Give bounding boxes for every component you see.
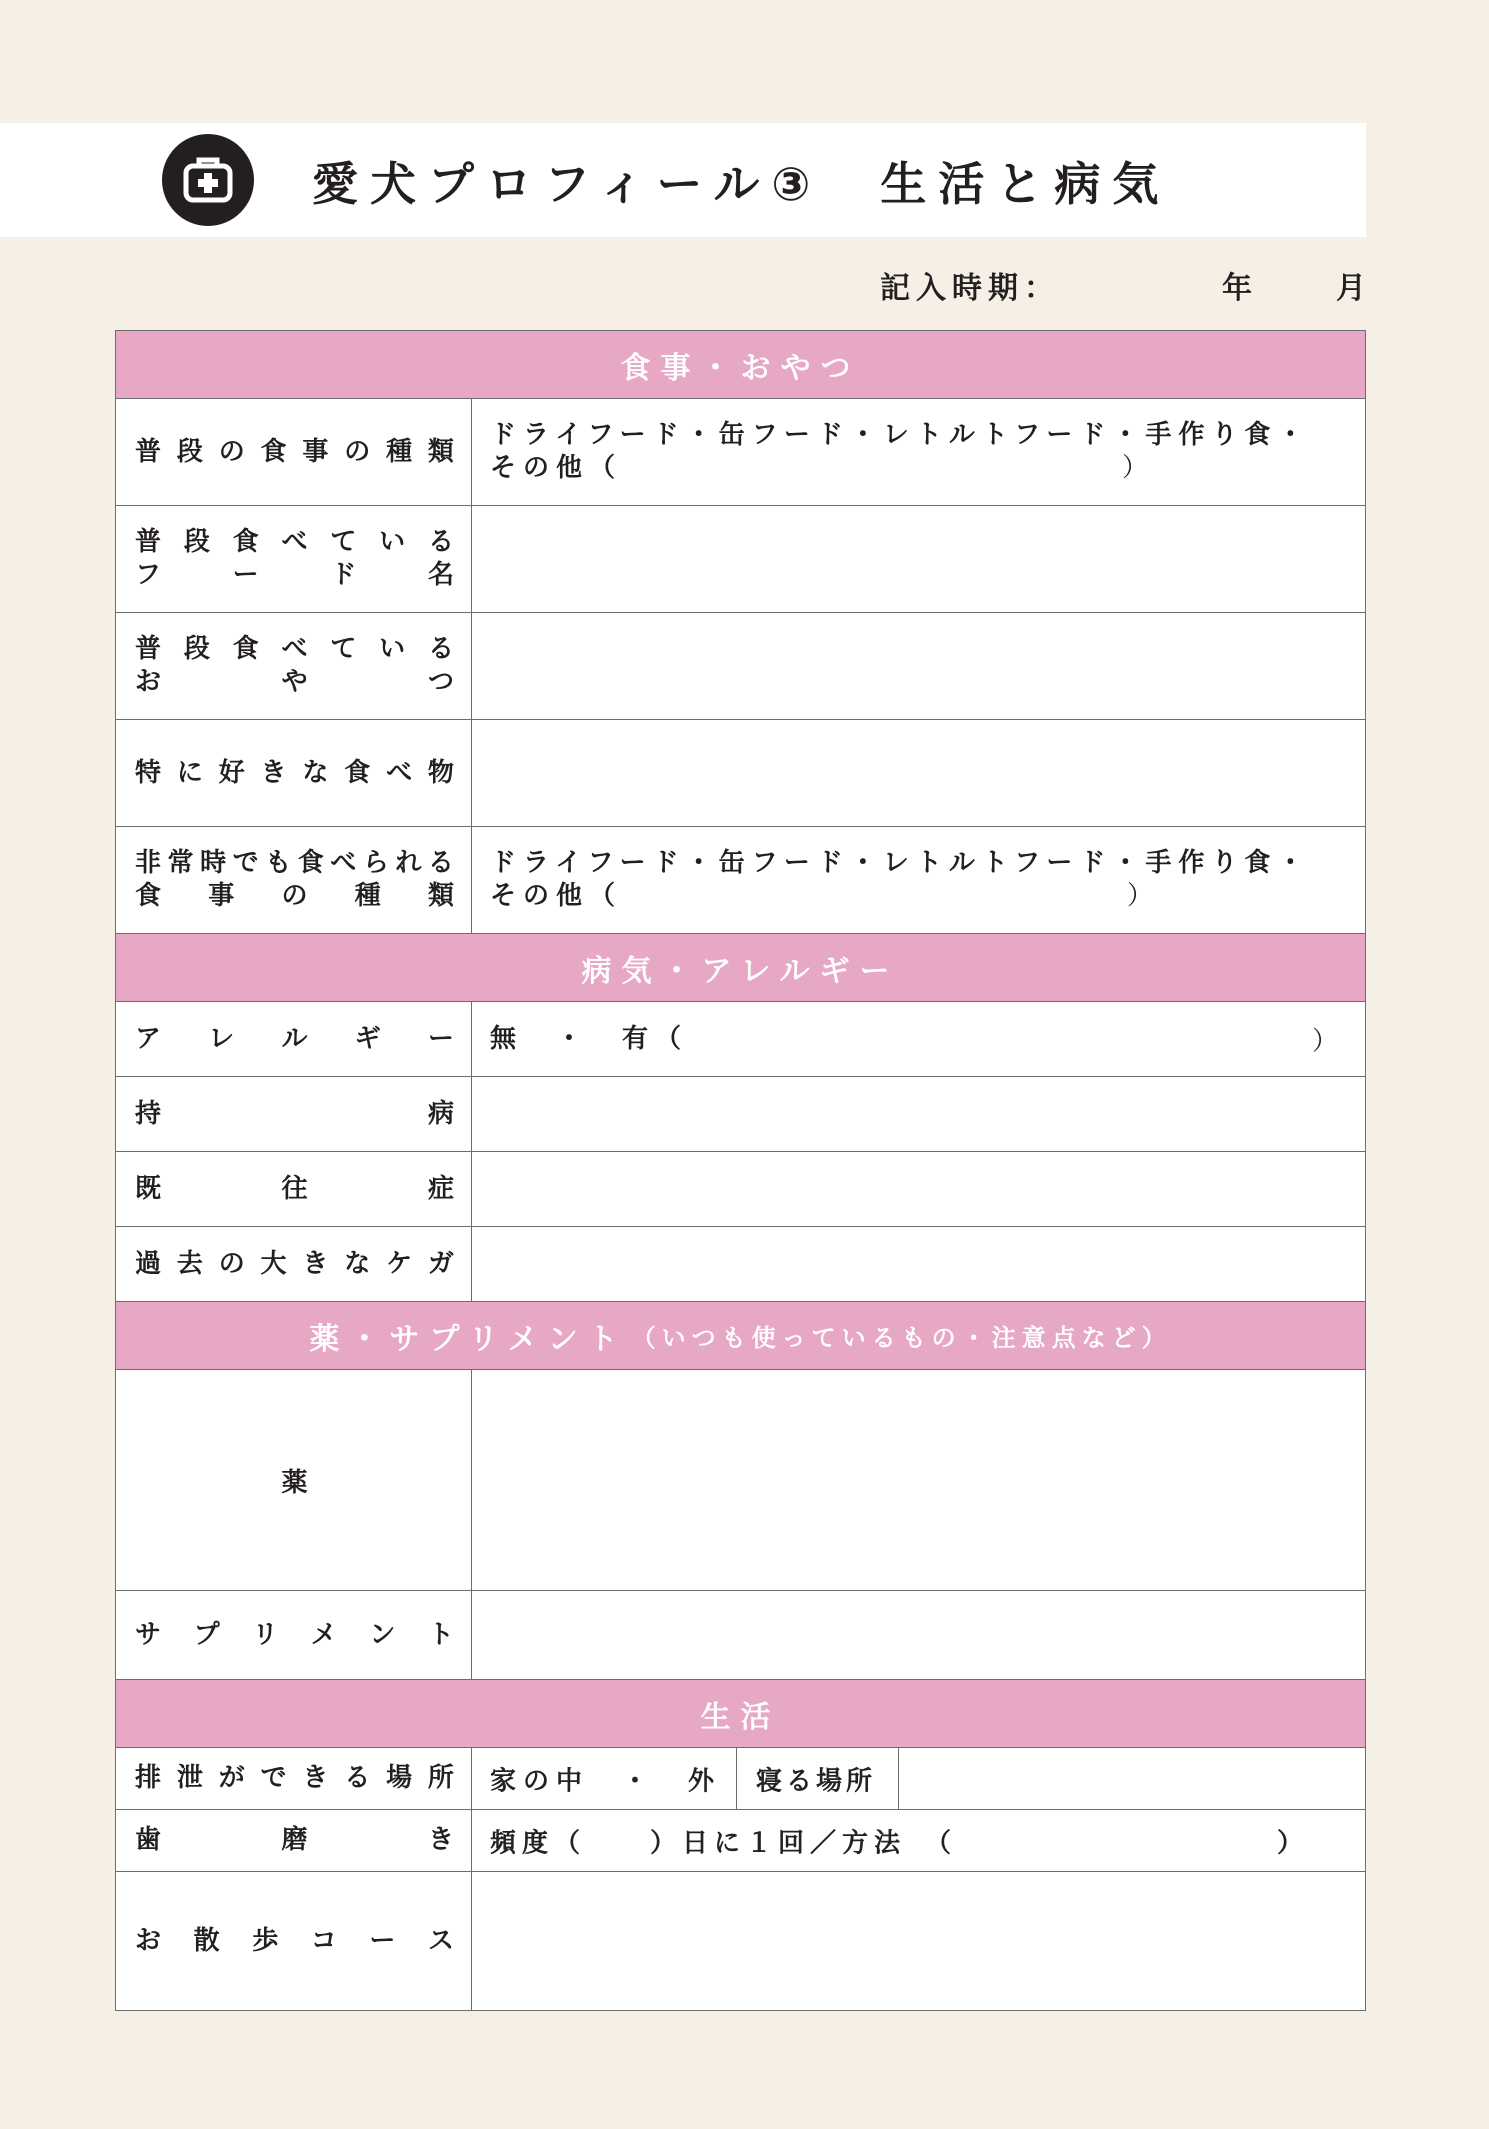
emergency-food-label-line2: 食 事 の 種 類: [135, 881, 454, 911]
allergy-field[interactable]: [472, 1002, 1365, 1076]
emergency-food-label: [116, 827, 472, 933]
date-label: 記入時期：: [880, 271, 1060, 306]
allergy-options: 無 ・ 有（: [490, 1023, 689, 1054]
chronic-label: [116, 1077, 472, 1151]
food-type-label-text: 普 段 の 食 事 の 種 類: [135, 436, 454, 467]
sleep-field[interactable]: [899, 1748, 1365, 1809]
toilet-options[interactable]: 家の中 ・ 外: [490, 1766, 722, 1796]
row-teeth: [116, 1810, 1365, 1872]
row-history: [116, 1152, 1365, 1227]
snack-label: [116, 613, 472, 719]
medicine-field[interactable]: [472, 1370, 1365, 1590]
walk-label: [116, 1872, 472, 2010]
walk-field[interactable]: [472, 1872, 1365, 2010]
section-life-title: 生活: [700, 1699, 781, 1735]
history-label: [116, 1152, 472, 1226]
snack-label-line2: お や つ: [135, 667, 454, 697]
emergency-food-field[interactable]: [472, 827, 1365, 933]
medicine-label: [116, 1370, 472, 1590]
favorite-food-label-text: 特 に 好 き な 食 べ 物: [135, 757, 454, 788]
emergency-food-label-line1: 非 常 時 で も 食 べ ら れ る: [135, 848, 454, 878]
profile-form: [115, 330, 1366, 2011]
medicine-label-text: 薬: [281, 1467, 308, 1498]
food-type-label: [116, 399, 472, 505]
teeth-label: [116, 1810, 472, 1871]
supplement-field[interactable]: [472, 1591, 1365, 1679]
section-medicine-header: [116, 1302, 1365, 1370]
allergy-label-text: ア レ ル ギ ー: [135, 1023, 454, 1054]
toilet-divider: [736, 1748, 737, 1809]
row-allergy: [116, 1002, 1365, 1077]
section-illness-title: 病気・アレルギー: [581, 953, 900, 989]
supplement-label: [116, 1591, 472, 1679]
injury-label-text: 過 去 の 大 き な ケ ガ: [135, 1248, 454, 1279]
food-name-label-line2: フ ー ド 名: [135, 560, 454, 590]
teeth-field[interactable]: 頻度（ ）日に１回／方法 （ ）: [490, 1828, 1310, 1858]
row-injury: [116, 1227, 1365, 1302]
row-favorite-food: [116, 720, 1365, 827]
section-life-header: [116, 1680, 1365, 1748]
walk-label-text: お 散 歩 コ ー ス: [135, 1925, 454, 1956]
row-food-name: [116, 506, 1365, 613]
injury-field[interactable]: [472, 1227, 1365, 1301]
row-walk: [116, 1872, 1365, 2010]
row-toilet: [116, 1748, 1365, 1810]
date-year: 年: [1222, 271, 1258, 306]
snack-field[interactable]: [472, 613, 1365, 719]
chronic-label-text: 持 病: [135, 1098, 454, 1129]
row-medicine: [116, 1370, 1365, 1591]
favorite-food-field[interactable]: [472, 720, 1365, 826]
snack-label-line1: 普 段 食 べ て い る: [135, 634, 454, 664]
injury-label: [116, 1227, 472, 1301]
teeth-label-text: 歯 磨 き: [135, 1825, 454, 1855]
date-month: 月: [1336, 271, 1372, 306]
section-food-title: 食事・おやつ: [620, 350, 861, 386]
food-name-label-line1: 普 段 食 べ て い る: [135, 527, 454, 557]
food-type-other: その他（ ）: [490, 453, 1156, 483]
supplement-label-text: サ プ リ メ ン ト: [135, 1619, 454, 1650]
sleep-label: 寝る場所: [756, 1766, 877, 1796]
page-title: 愛犬プロフィール③ 生活と病気: [312, 157, 1171, 211]
row-snack: [116, 613, 1365, 720]
section-medicine-title: 薬・サプリメント: [309, 1321, 628, 1357]
history-label-text: 既 往 症: [135, 1173, 454, 1204]
emergency-food-other: その他（ ）: [490, 881, 1161, 911]
allergy-label: [116, 1002, 472, 1076]
row-food-type: [116, 399, 1365, 506]
row-emergency-food: [116, 827, 1365, 934]
section-illness-header: [116, 934, 1365, 1002]
allergy-close-paren: ）: [1311, 1026, 1345, 1057]
section-medicine-subtitle: （いつも使っているもの・注意点など）: [631, 1324, 1172, 1352]
first-aid-kit-icon: [162, 134, 254, 226]
food-name-field[interactable]: [472, 506, 1365, 612]
favorite-food-label: [116, 720, 472, 826]
row-chronic: [116, 1077, 1365, 1152]
toilet-label: [116, 1748, 472, 1809]
chronic-field[interactable]: [472, 1077, 1365, 1151]
food-name-label: [116, 506, 472, 612]
history-field[interactable]: [472, 1152, 1365, 1226]
emergency-food-options: ドライフード・缶フード・レトルトフード・手作り食・: [490, 848, 1311, 878]
toilet-label-text: 排 泄 が で き る 場 所: [135, 1763, 454, 1793]
section-food-header: [116, 331, 1365, 399]
food-type-field[interactable]: [472, 399, 1365, 505]
food-type-options: ドライフード・缶フード・レトルトフード・手作り食・: [490, 420, 1311, 450]
row-supplement: [116, 1591, 1365, 1680]
